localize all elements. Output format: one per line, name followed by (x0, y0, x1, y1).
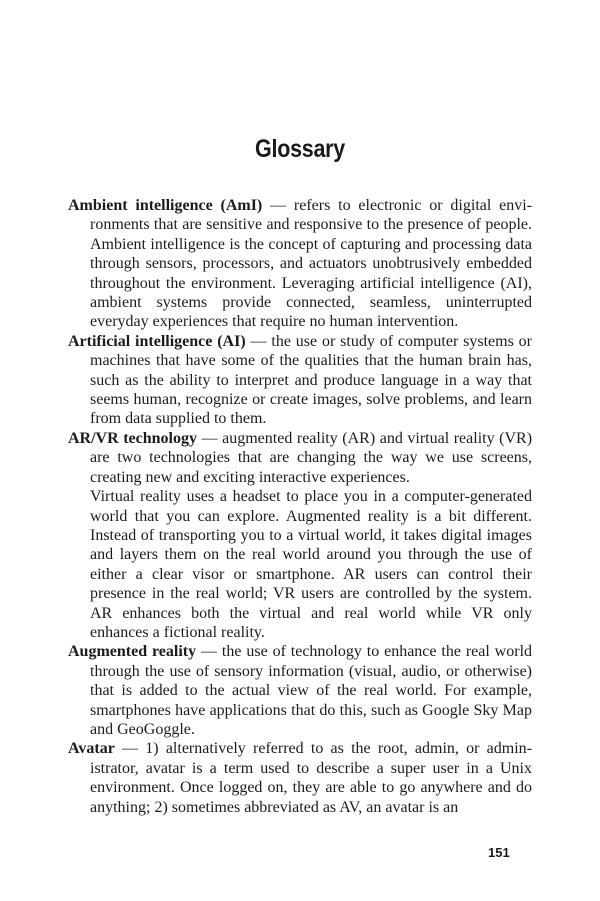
page-title: Glossary (255, 135, 345, 163)
glossary-definition-continuation: Virtual reality uses a headset to place you in a computer-generated world that you can explore. Augmented reality is a bit different. Instead of transporting you to a virtual world, it takes digital images and layers them on the real world around you through the use of either a clear visor or smartphone. AR users can control their presence in the real world; VR users are controlled by the system. AR enhances both the virtual and real world while VR only enhances a fictional reality. (90, 488, 532, 641)
glossary-term: Avatar (68, 740, 115, 758)
glossary-entry (68, 429, 532, 487)
em-dash: — (114, 740, 146, 758)
glossary-entry (68, 739, 532, 817)
glossary-definition: the use or study of computer systems or machines that have some of the qualities that the human brain has, such as the ability to interpret and produce language in a way that seems human, recognize or create images, solve problems, and learn from data supplied to them. (90, 332, 533, 428)
em-dash: — (262, 197, 294, 214)
page-number: 151 (488, 845, 510, 860)
glossary-term: Augmented reality (68, 643, 197, 661)
em-dash: — (196, 643, 222, 661)
glossary-definition: augmented reality (AR) and virtual reality (VR) are two technologies that are changing the way we use screens, creating new and exciting interactive experiences. (90, 429, 533, 486)
glossary-entry (68, 642, 532, 739)
glossary-definition: 1) alternatively referred to as the root, admin, or administrator, avatar is a term used to describe a super user in a Unix environment. Once logged on, they are able to go anywhere and do anything; 2) sometimes abbreviated as AV, an avatar is an (90, 740, 533, 816)
glossary-list (68, 196, 532, 817)
glossary-term: Artificial intelligence (AI) (68, 332, 246, 350)
glossary-term: Ambient intelligence (AmI) (68, 197, 263, 214)
glossary-entry (68, 332, 532, 429)
glossary-definition: refers to electronic or digital environments that are sensitive and responsive to the presence of people. Ambient intelligence is the concept of capturing and processing data through sensors, processors, and actuators unobtrusively embedded throughout the environment. Leveraging artificial intelligence (AI), ambient systems provide connected, seamless, uninterrupted everyday experiences that require no human intervention. (90, 197, 533, 331)
glossary-entry (68, 196, 532, 332)
glossary-term: AR/VR technology (68, 429, 197, 447)
em-dash: — (245, 332, 272, 350)
glossary-definition: the use of technology to enhance the real world through the use of sensory information (visual, audio, or otherwise) that is added to the actual view of the real world. For example, smartphones have applications that do this, such as Google Sky Map and GeoGoggle. (90, 643, 533, 738)
em-dash: — (197, 429, 223, 447)
